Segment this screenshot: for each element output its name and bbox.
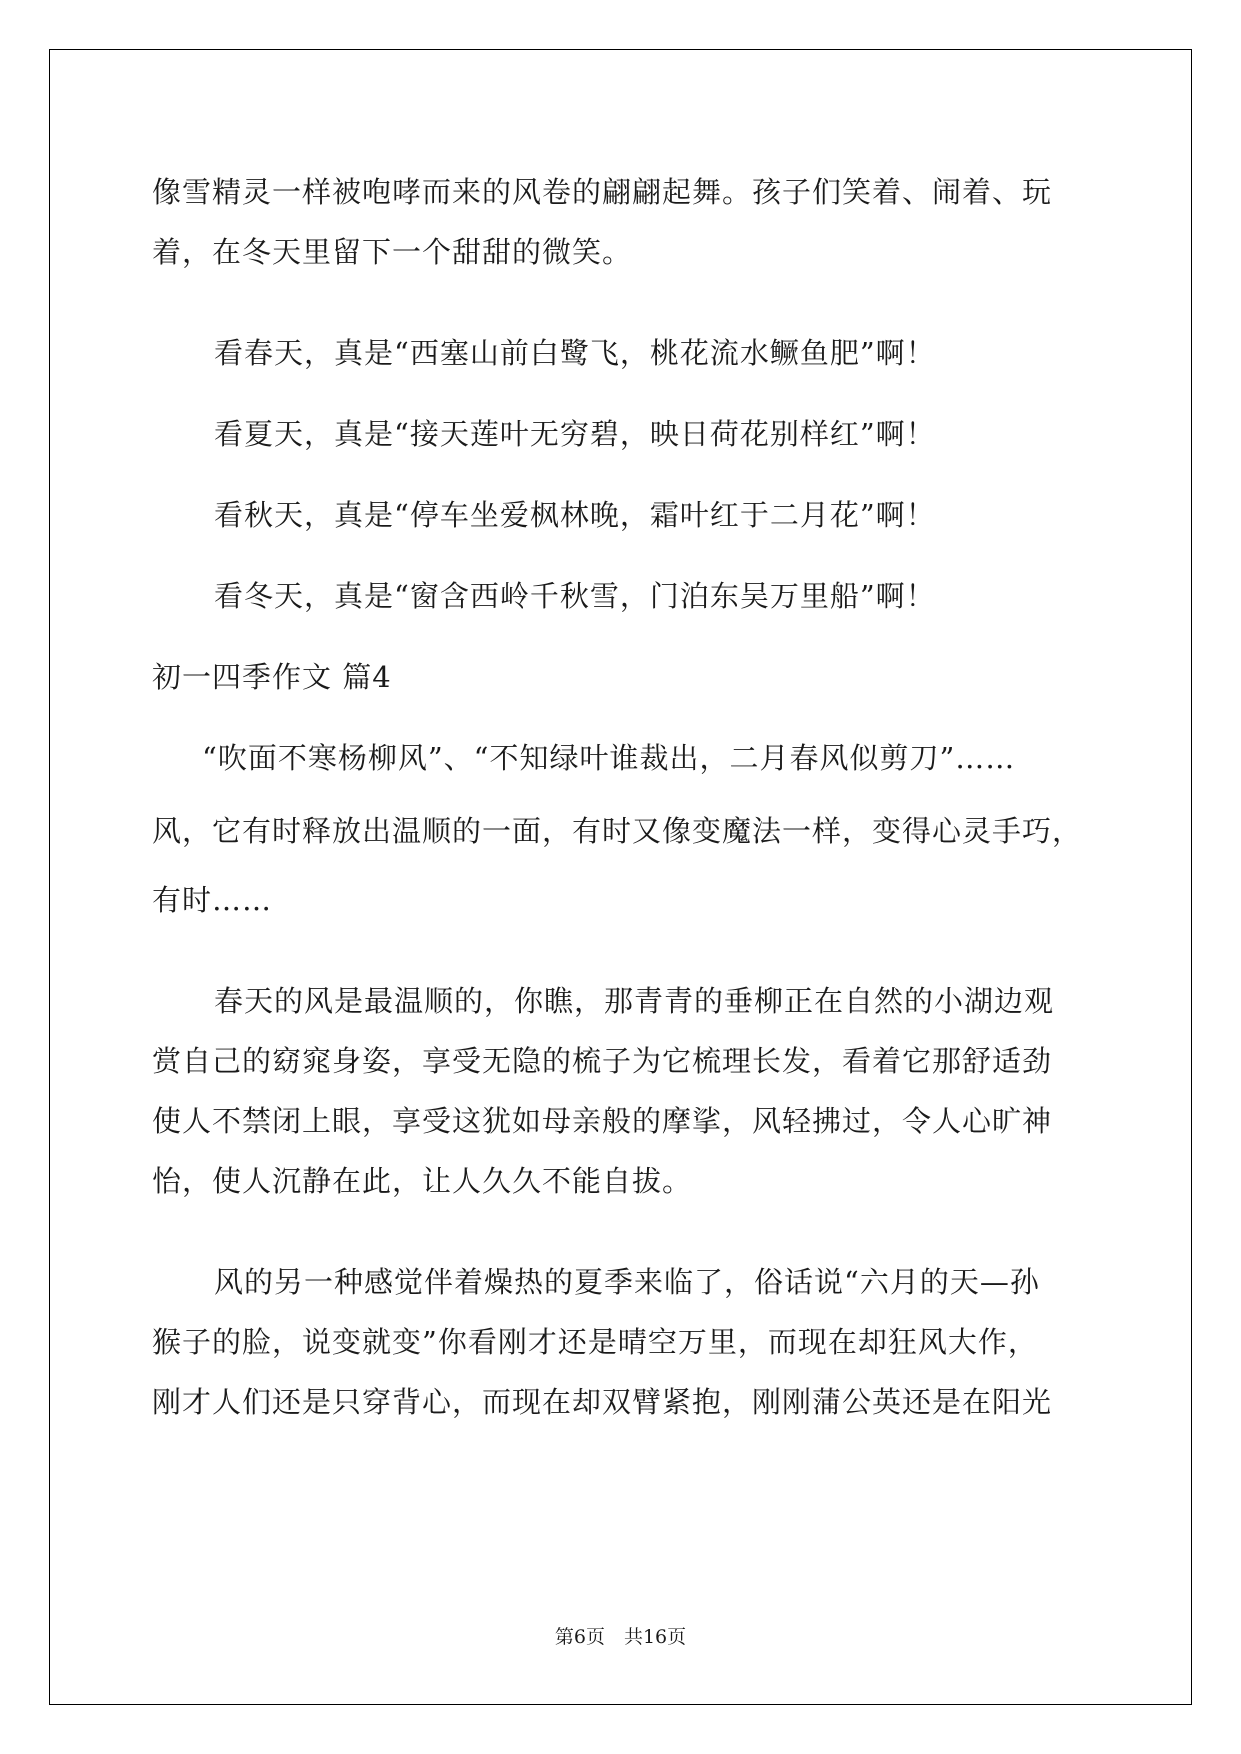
text-line: 风的另一种感觉伴着燥热的夏季来临了，俗话说“六月的天—孙 xyxy=(214,1265,1040,1299)
text-line: 着，在冬天里留下一个甜甜的微笑。 xyxy=(152,235,633,269)
page-border xyxy=(49,49,1192,1705)
text-line: 看夏天，真是“接天莲叶无穷碧，映日荷花别样红”啊！ xyxy=(214,417,936,451)
text-line: 看春天，真是“西塞山前白鹭飞，桃花流水鳜鱼肥”啊！ xyxy=(214,336,936,370)
text-line: “吹面不寒杨柳风”、“不知绿叶谁裁出，二月春风似剪刀”…… xyxy=(202,741,1016,775)
text-line: 怡，使人沉静在此，让人久久不能自拔。 xyxy=(152,1164,693,1198)
text-line: 猴子的脸，说变就变”你看刚才还是晴空万里，而现在却狂风大作， xyxy=(152,1325,1038,1359)
text-line: 刚才人们还是只穿背心，而现在却双臂紧抱，刚刚蒲公英还是在阳光 xyxy=(152,1385,1053,1419)
text-line: 有时…… xyxy=(152,883,273,917)
text-line: 看冬天，真是“窗含西岭千秋雪，门泊东吴万里船”啊！ xyxy=(214,579,936,613)
section-heading: 初一四季作文 篇4 xyxy=(152,660,392,694)
text-line: 使人不禁闭上眼，享受这犹如母亲般的摩挲，风轻拂过，令人心旷神 xyxy=(152,1104,1053,1138)
text-line: 像雪精灵一样被咆哮而来的风卷的翩翩起舞。孩子们笑着、闹着、玩 xyxy=(152,175,1053,209)
text-line: 春天的风是最温顺的，你瞧，那青青的垂柳正在自然的小湖边观 xyxy=(214,984,1055,1018)
text-line: 看秋天，真是“停车坐爱枫林晚，霜叶红于二月花”啊！ xyxy=(214,498,936,532)
text-line: 风，它有时释放出温顺的一面，有时又像变魔法一样，变得心灵手巧， xyxy=(152,814,1083,848)
text-line: 赏自己的窈窕身姿，享受无隐的梳子为它梳理长发，看着它那舒适劲 xyxy=(152,1044,1053,1078)
page-footer: 第6页 共16页 xyxy=(554,1626,687,1648)
